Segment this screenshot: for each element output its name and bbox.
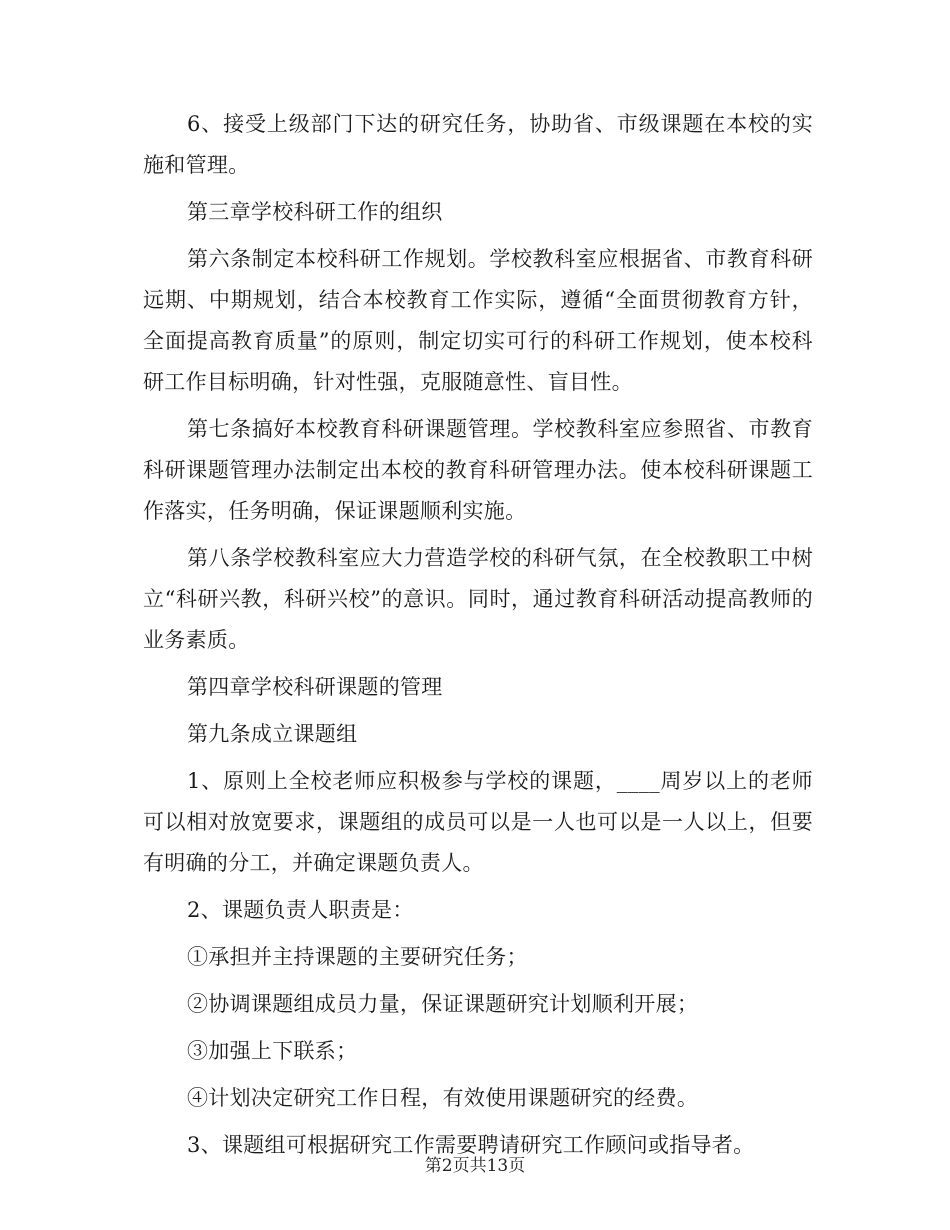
document-body bbox=[143, 104, 813, 1172]
page-number-footer: 第2页共13页 bbox=[424, 1156, 526, 1176]
article-8-paragraph: 第八条学校教科室应大力营造学校的科研气氛，在全校教职工中树立“科研兴教，科研兴校”的意识。同时，通过教育科研活动提高教师的业务素质。 bbox=[143, 546, 813, 652]
duty-item-2: ②协调课题组成员力量，保证课题研究计划顺利开展； bbox=[187, 992, 699, 1016]
chapter-4-heading: 第四章学校科研课题的管理 bbox=[187, 675, 443, 699]
article-9-heading: 第九条成立课题组 bbox=[187, 722, 358, 746]
paragraph-item-6: 6、接受上级部门下达的研究任务，协助省、市级课题在本校的实施和管理。 bbox=[143, 112, 813, 177]
duty-item-3: ③加强上下联系； bbox=[187, 1039, 358, 1063]
duty-item-1: ①承担并主持课题的主要研究任务； bbox=[187, 945, 528, 969]
clause-3-paragraph: 3、课题组可根据研究工作需要聘请研究工作顾问或指导者。 bbox=[187, 1133, 755, 1157]
clause-1-paragraph: 1、原则上全校老师应积极参与学校的课题，____周岁以上的老师可以相对放宽要求，课题组的成员可以是一人也可以是一人以上，但要有明确的分工，并确定课题负责人。 bbox=[143, 769, 813, 875]
duty-item-4: ④计划决定研究工作日程，有效使用课题研究的经费。 bbox=[187, 1086, 699, 1110]
article-6-paragraph: 第六条制定本校科研工作规划。学校教科室应根据省、市教育科研远期、中期规划，结合本校教育工作实际，遵循“全面贯彻教育方针，全面提高教育质量”的原则，制定切实可行的科研工作规划，使本校科研工作目标明确，针对性强，克服随意性、盲目性。 bbox=[143, 247, 813, 394]
chapter-3-heading: 第三章学校科研工作的组织 bbox=[187, 200, 443, 224]
article-7-paragraph: 第七条搞好本校教育科研课题管理。学校教科室应参照省、市教育科研课题管理办法制定出本校的教育科研管理办法。使本校科研课题工作落实，任务明确，保证课题顺利实施。 bbox=[143, 417, 813, 523]
clause-2-paragraph: 2、课题负责人职责是： bbox=[187, 898, 414, 922]
